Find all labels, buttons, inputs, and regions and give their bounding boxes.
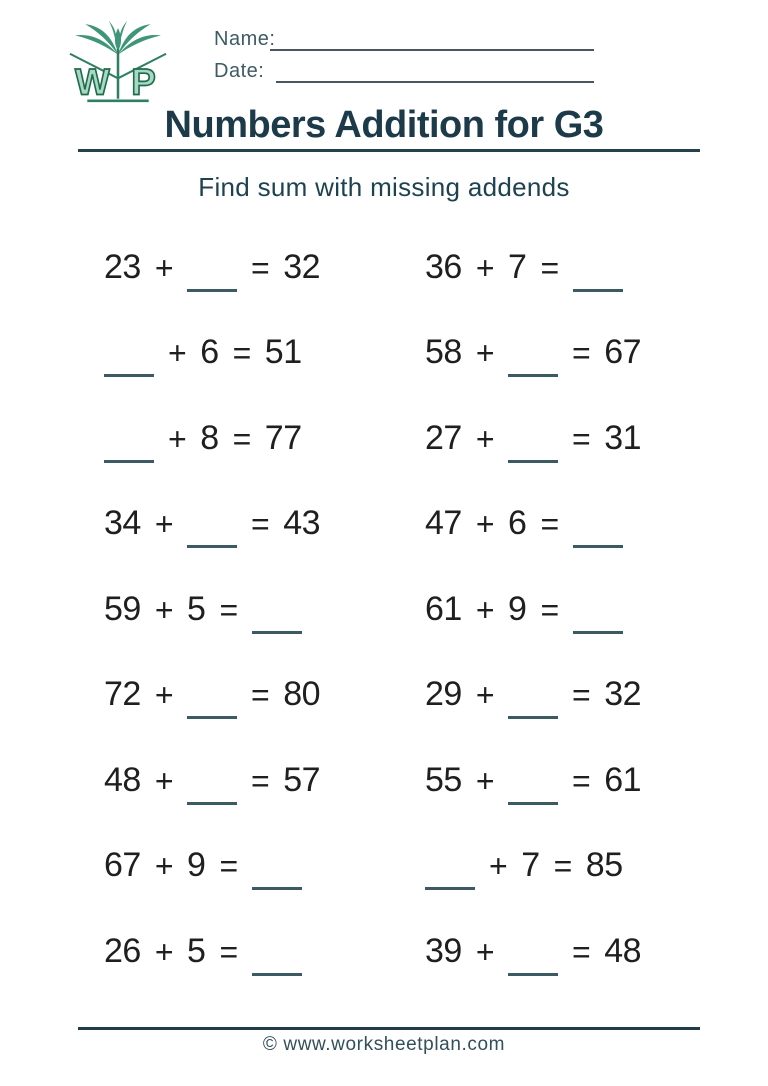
answer-blank[interactable] bbox=[508, 716, 558, 719]
number: 48 bbox=[604, 931, 642, 970]
number: 39 bbox=[425, 931, 462, 970]
name-input-line[interactable] bbox=[270, 49, 594, 51]
equals-sign: = bbox=[572, 420, 591, 457]
answer-blank[interactable] bbox=[187, 802, 237, 805]
number: 7 bbox=[521, 846, 540, 884]
answer-blank[interactable] bbox=[573, 289, 623, 292]
plus-sign: + bbox=[154, 506, 174, 542]
plus-sign: + bbox=[475, 591, 495, 628]
number: 27 bbox=[425, 418, 462, 457]
number: 9 bbox=[187, 846, 206, 884]
equals-sign: = bbox=[219, 848, 238, 884]
page-title: Numbers Addition for G3 bbox=[164, 104, 604, 146]
plus-sign: + bbox=[475, 506, 495, 542]
problem-10 bbox=[389, 574, 700, 660]
problem-17 bbox=[78, 916, 389, 1002]
equals-sign: = bbox=[572, 335, 591, 371]
problem-13 bbox=[78, 745, 389, 831]
equals-sign: = bbox=[251, 677, 270, 713]
answer-blank[interactable] bbox=[573, 545, 623, 548]
number: 61 bbox=[604, 760, 642, 799]
plus-sign: + bbox=[475, 249, 495, 286]
equals-sign: = bbox=[232, 335, 251, 371]
problems-grid bbox=[78, 232, 700, 1002]
number: 26 bbox=[104, 931, 141, 970]
answer-blank[interactable] bbox=[187, 716, 237, 719]
number: 57 bbox=[283, 760, 321, 799]
number: 47 bbox=[425, 504, 462, 542]
number: 9 bbox=[508, 589, 527, 628]
number: 32 bbox=[604, 675, 642, 713]
number: 34 bbox=[104, 504, 141, 542]
problem-4 bbox=[389, 318, 700, 404]
date-label: Date: bbox=[214, 60, 265, 82]
footer-credit: © www.worksheetplan.com bbox=[262, 1034, 506, 1055]
number: 31 bbox=[604, 418, 642, 457]
number: 32 bbox=[283, 247, 321, 286]
plus-sign: + bbox=[154, 677, 174, 713]
name-label: Name: bbox=[214, 28, 276, 50]
answer-blank[interactable] bbox=[508, 973, 558, 976]
plus-sign: + bbox=[154, 933, 174, 970]
number: 6 bbox=[508, 504, 527, 542]
equals-sign: = bbox=[232, 420, 251, 457]
plus-sign: + bbox=[475, 677, 495, 713]
equals-sign: = bbox=[572, 933, 591, 970]
equals-sign: = bbox=[219, 591, 238, 628]
equals-sign: = bbox=[572, 677, 591, 713]
number: 5 bbox=[187, 931, 206, 970]
plus-sign: + bbox=[475, 933, 495, 970]
date-field-row bbox=[214, 60, 606, 92]
plus-sign: + bbox=[154, 762, 174, 799]
plus-sign: + bbox=[154, 249, 174, 286]
page-subtitle: Find sum with missing addends bbox=[198, 172, 570, 202]
equals-sign: = bbox=[251, 249, 270, 286]
problem-12 bbox=[389, 660, 700, 746]
answer-blank[interactable] bbox=[573, 631, 623, 634]
problem-11 bbox=[78, 660, 389, 746]
number: 67 bbox=[604, 333, 642, 371]
problem-1 bbox=[78, 232, 389, 318]
number: 48 bbox=[104, 760, 141, 799]
answer-blank[interactable] bbox=[104, 460, 154, 463]
answer-blank[interactable] bbox=[252, 887, 302, 890]
number: 77 bbox=[264, 418, 302, 457]
problem-16 bbox=[389, 831, 700, 917]
answer-blank[interactable] bbox=[425, 887, 475, 890]
plus-sign: + bbox=[168, 335, 187, 371]
number: 85 bbox=[585, 846, 623, 884]
number: 80 bbox=[283, 675, 321, 713]
plus-sign: + bbox=[475, 335, 495, 371]
equals-sign: = bbox=[540, 591, 559, 628]
answer-blank[interactable] bbox=[508, 802, 558, 805]
equals-sign: = bbox=[251, 506, 270, 542]
answer-blank[interactable] bbox=[104, 374, 154, 377]
date-input-line[interactable] bbox=[276, 81, 594, 83]
plus-sign: + bbox=[489, 848, 508, 884]
problem-8 bbox=[389, 489, 700, 575]
logo-letter-p: P bbox=[131, 61, 156, 103]
number: 72 bbox=[104, 675, 141, 713]
number: 51 bbox=[264, 333, 302, 371]
number: 36 bbox=[425, 247, 462, 286]
stem-leaf-icon bbox=[115, 28, 121, 50]
plus-sign: + bbox=[475, 762, 495, 799]
worksheetplan-logo bbox=[64, 20, 172, 110]
title-divider bbox=[78, 149, 700, 152]
problem-3 bbox=[78, 318, 389, 404]
plus-sign: + bbox=[475, 420, 495, 457]
number: 67 bbox=[104, 846, 141, 884]
number: 55 bbox=[425, 760, 462, 799]
number: 43 bbox=[283, 504, 321, 542]
name-field-row bbox=[214, 28, 606, 60]
answer-blank[interactable] bbox=[252, 631, 302, 634]
plus-sign: + bbox=[154, 591, 174, 628]
answer-blank[interactable] bbox=[252, 973, 302, 976]
problem-9 bbox=[78, 574, 389, 660]
number: 61 bbox=[425, 589, 462, 628]
problem-6 bbox=[389, 403, 700, 489]
plus-sign: + bbox=[154, 848, 174, 884]
equals-sign: = bbox=[219, 933, 238, 970]
equals-sign: = bbox=[251, 762, 270, 799]
number: 58 bbox=[425, 333, 462, 371]
equals-sign: = bbox=[553, 848, 572, 884]
answer-blank[interactable] bbox=[187, 289, 237, 292]
number: 7 bbox=[508, 247, 527, 286]
number: 23 bbox=[104, 247, 141, 286]
equals-sign: = bbox=[572, 762, 591, 799]
problem-2 bbox=[389, 232, 700, 318]
answer-blank[interactable] bbox=[508, 460, 558, 463]
problem-15 bbox=[78, 831, 389, 917]
number: 8 bbox=[200, 418, 219, 457]
answer-blank[interactable] bbox=[508, 374, 558, 377]
number: 59 bbox=[104, 589, 141, 628]
problem-18 bbox=[389, 916, 700, 1002]
equals-sign: = bbox=[540, 506, 559, 542]
problem-7 bbox=[78, 489, 389, 575]
plus-sign: + bbox=[168, 420, 187, 457]
problem-5 bbox=[78, 403, 389, 489]
student-fields bbox=[214, 28, 606, 92]
equals-sign: = bbox=[540, 249, 559, 286]
number: 6 bbox=[200, 333, 219, 371]
number: 29 bbox=[425, 675, 462, 713]
logo-letter-w: W bbox=[75, 61, 110, 103]
problem-14 bbox=[389, 745, 700, 831]
footer-divider bbox=[78, 1027, 700, 1030]
answer-blank[interactable] bbox=[187, 545, 237, 548]
number: 5 bbox=[187, 589, 206, 628]
